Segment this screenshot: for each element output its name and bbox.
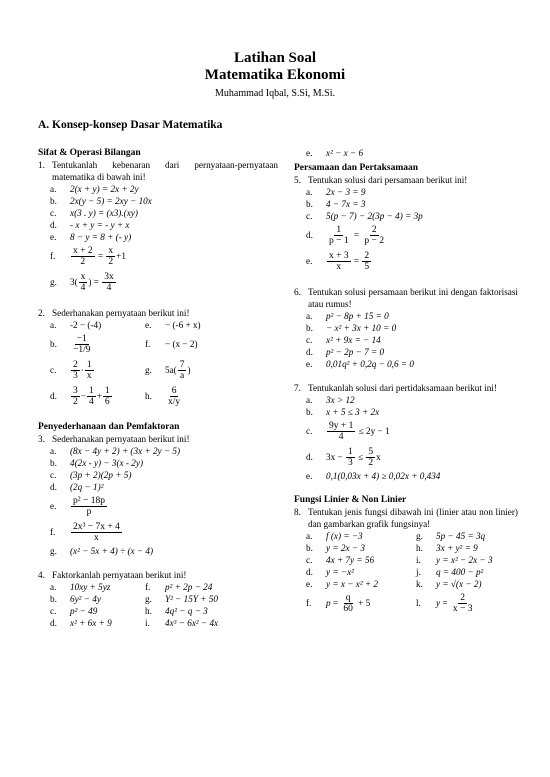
q4-item-h: h. 4q² − q − 3 [145, 606, 208, 616]
q2-item-e-right: x² − x − 6 [326, 148, 364, 158]
subheading-operasi: Sifat & Operasi Bilangan [38, 148, 141, 158]
q1-item-f: f. $\frac{x + 2}{2}$ = $\frac{x}{2}$ +1 [50, 245, 126, 267]
q4-item-c: c. p² − 49 [50, 606, 98, 616]
q1-item-b: 2x(y − 5) = 2xy − 10x [70, 196, 152, 206]
q8-item-b: b. y = 2x − 3 [306, 543, 365, 553]
q8-item-k: k. y = √(x − 2) [416, 579, 482, 589]
q8-item-h: h. 3x + y² = 9 [416, 543, 478, 553]
q8-item-j: j. q = 400 − p² [416, 567, 484, 577]
q4-item-d: d. x² + 6x + 9 [50, 618, 112, 628]
subheading-persamaan: Persamaan dan Pertaksamaan [294, 163, 419, 173]
question-3: 3. Sederhanakan pernyataan berikut ini! [38, 434, 190, 444]
section-heading: A. Konsep-konsep Dasar Matematika [38, 119, 223, 131]
q1-item-a: 2(x + y) = 2x + 2y [70, 184, 139, 194]
q8-item-e: e. y = x − x² + 2 [306, 579, 378, 589]
q8-item-c: c. 4x + 7y = 56 [306, 555, 375, 565]
q4-item-b: b. 6y² − 4y [50, 594, 101, 604]
document-subtitle: Matematika Ekonomi [204, 67, 346, 83]
q1-item-g: g. 3 ( $\frac{x}{4}$ ) = $\frac{3x}{4}$ [50, 271, 114, 293]
q1-item-c: x(3 . y) = (x3).(xy) [70, 208, 138, 218]
q8-item-a: a. f (x) = −3 [306, 531, 363, 541]
q4-item-g: g. Y² − 15Y + 50 [145, 594, 218, 604]
q4-item-i: i. 4x³ − 6x² − 4x [145, 618, 219, 628]
author-line: Muhammad Iqbal, S.Si, M.Si. [214, 88, 335, 99]
q2-items: a. -2 − (-4) e. − (-6 + x) b. $\frac{-1}{-1/9}$ f. − (x − 2) c. $\frac{2}{3}$ · $\frac{1}{x}$ g. 5a( $\frac{7}{a}$ ) d. $\frac{3}{2}$ − $\frac{1}{4}$ + $\frac{1}{6}$ h. $\frac{6}{x/y}$ [50, 320, 201, 407]
q8-item-g: g. 5p − 45 = 3q [416, 531, 486, 541]
q1-item-d: - x + y = - y + x [70, 220, 130, 230]
subheading-fungsi: Fungsi Linier & Non Linier [294, 495, 407, 505]
question-7: 7. Tentukanlah solusi dari pertidaksamaan berikut ini! [294, 383, 497, 393]
left-column: Sifat & Operasi Bilangan 1. Tentukanlah kebenaran dari pernyataan-pernyataan matematika di bawah ini! a. 2(x + y) = 2x + 2y b. 2x(y − 5) = 2xy − 10x c. x(3 . y) = (x3).(xy) d. - x + y = - y + x e. 8 − y = 8 + (- y) f. $\frac{x + 2}{2}$ = $\frac{x}{2}$ +1 g. 3 ( $\frac{x}{4}$ ) = $\frac{3x}{4}$ 2. Sederhanakan pernyataan berikut ini! a. -2 − (-4) e. − (-6 + x) b. $\frac{-1}{-1/9}$ f. − (x − 2) c. $\frac{2}{3}$ · $\frac{1}{x}$ g. 5a( $\frac{7}{a}$ ) d. $\frac{3}{2}$ − $\frac{1}{4}$ + $\frac{1}{6}$ h. $\frac{6}{x/y}$ Penyederhanaan dan Pemfaktoran 3. Sederhanakan pernyataan berikut ini! a. (8x − 4y + 2) + (3x + 2y − 5) b. 4(2x - y) − 3(x - 2y) c. (3p + 2)(2p + 5) d. (2q − 1)² e. $\frac{\text{p² − 18p}}{p}$ f. $\frac{\text{2x³ − 7x + 4}}{x}$ g. (x² − 5x + 4) ÷ (x − 4) 4. Faktorkanlah pernyataan berikut ini! a. 10xy + 5yz f. p² + 2p − 24 b. 6y² − 4y g. Y² − 15Y + 50 c. p² − 49 h. 4q² − q − 3 d. x² + 6x + 9 i. 4x³ − 6x² − 4x [38, 148, 278, 628]
right-column: e. x² − x − 6 Persamaan dan Pertaksamaan 5. Tentukan solusi dari persamaan berikut ini! a. 2x − 3 = 9 b. 4 − 7x = 3 c. 5(p − 7) − 2(3p − 4) = 3p d. $\frac{1}{p - 1}$ = $\frac{2}{p - 2}$ e. $\frac{x + 3}{x}$ = $\frac{2}{5}$ 6. Tentukan solusi persamaan berikut ini dengan faktorisasi atau rumus! a. p² − 8p + 15 = 0 b. − x² + 3x + 10 = 0 c. x² + 9x = − 14 d. p² − 2p − 7 = 0 e. 0,01q² + 0,2q − 0,6 = 0 7. Tentukanlah solusi dari pertidaksamaan berikut ini! a. 3x > 12 b. x + 5 ≤ 3 + 2x c. $\frac{9y + 1}{4}$ ≤ 2y − 1 d. 3x − $\frac{1}{3}$ ≤ $\frac{5}{2}$ x e. 0,1(0,03x + 4) ≥ 0,02x + 0,434 Fungsi Linier & Non Linier 8. Tentukan jenis fungsi dibawah ini (linier atau non linier) dan gambarkan grafik fungsinya! a. f (x) = −3 g. 5p − 45 = 3q b. y = 2x − 3 h. 3x + y² = 9 c. 4x + 7y = 56 i. y = x² − 2x − 3 d. y = −x² j. q = 400 − p² e. y = x − x² + 2 k. y = √(x − 2) f. p = $\frac{q}{60}$ + 5 l. y = $\frac{2}{x - 3}$ [294, 147, 518, 616]
q4-item-a: a. 10xy + 5yz [50, 582, 111, 592]
question-6: 6. Tentukan solusi persamaan berikut ini dengan faktorisasi atau rumus! [294, 287, 518, 309]
q8-item-d: d. y = −x² [306, 567, 354, 577]
question-5: 5. Tentukan solusi dari persamaan berikut ini! [294, 175, 468, 185]
q1-item-e: 8 − y = 8 + (- y) [70, 232, 132, 242]
q4-items [38, 581, 278, 629]
question-4: 4. Faktorkanlah pernyataan berikut ini! [38, 570, 187, 580]
question-1: 1. Tentukanlah kebenaran dari pernyataan-pernyataan matematika di bawah ini! [38, 160, 278, 182]
question-8: 8. Tentukan jenis fungsi dibawah ini (linier atau non linier) dan gambarkan grafik fungsinya! [294, 507, 518, 529]
q8-last-items: f. p = $\frac{q}{60}$ + 5 l. y = $\frac{2}{x - 3}$ [306, 592, 473, 614]
q8-items [294, 530, 518, 590]
q8-item-i: i. y = x² − 2x − 3 [416, 555, 493, 565]
question-2: 2. Sederhanakan pernyataan berikut ini! [38, 308, 190, 318]
document-title: Latihan Soal [233, 50, 317, 66]
subheading-pemfaktoran: Penyederhanaan dan Pemfaktoran [38, 422, 180, 432]
q4-item-f: f. p² + 2p − 24 [145, 582, 213, 592]
